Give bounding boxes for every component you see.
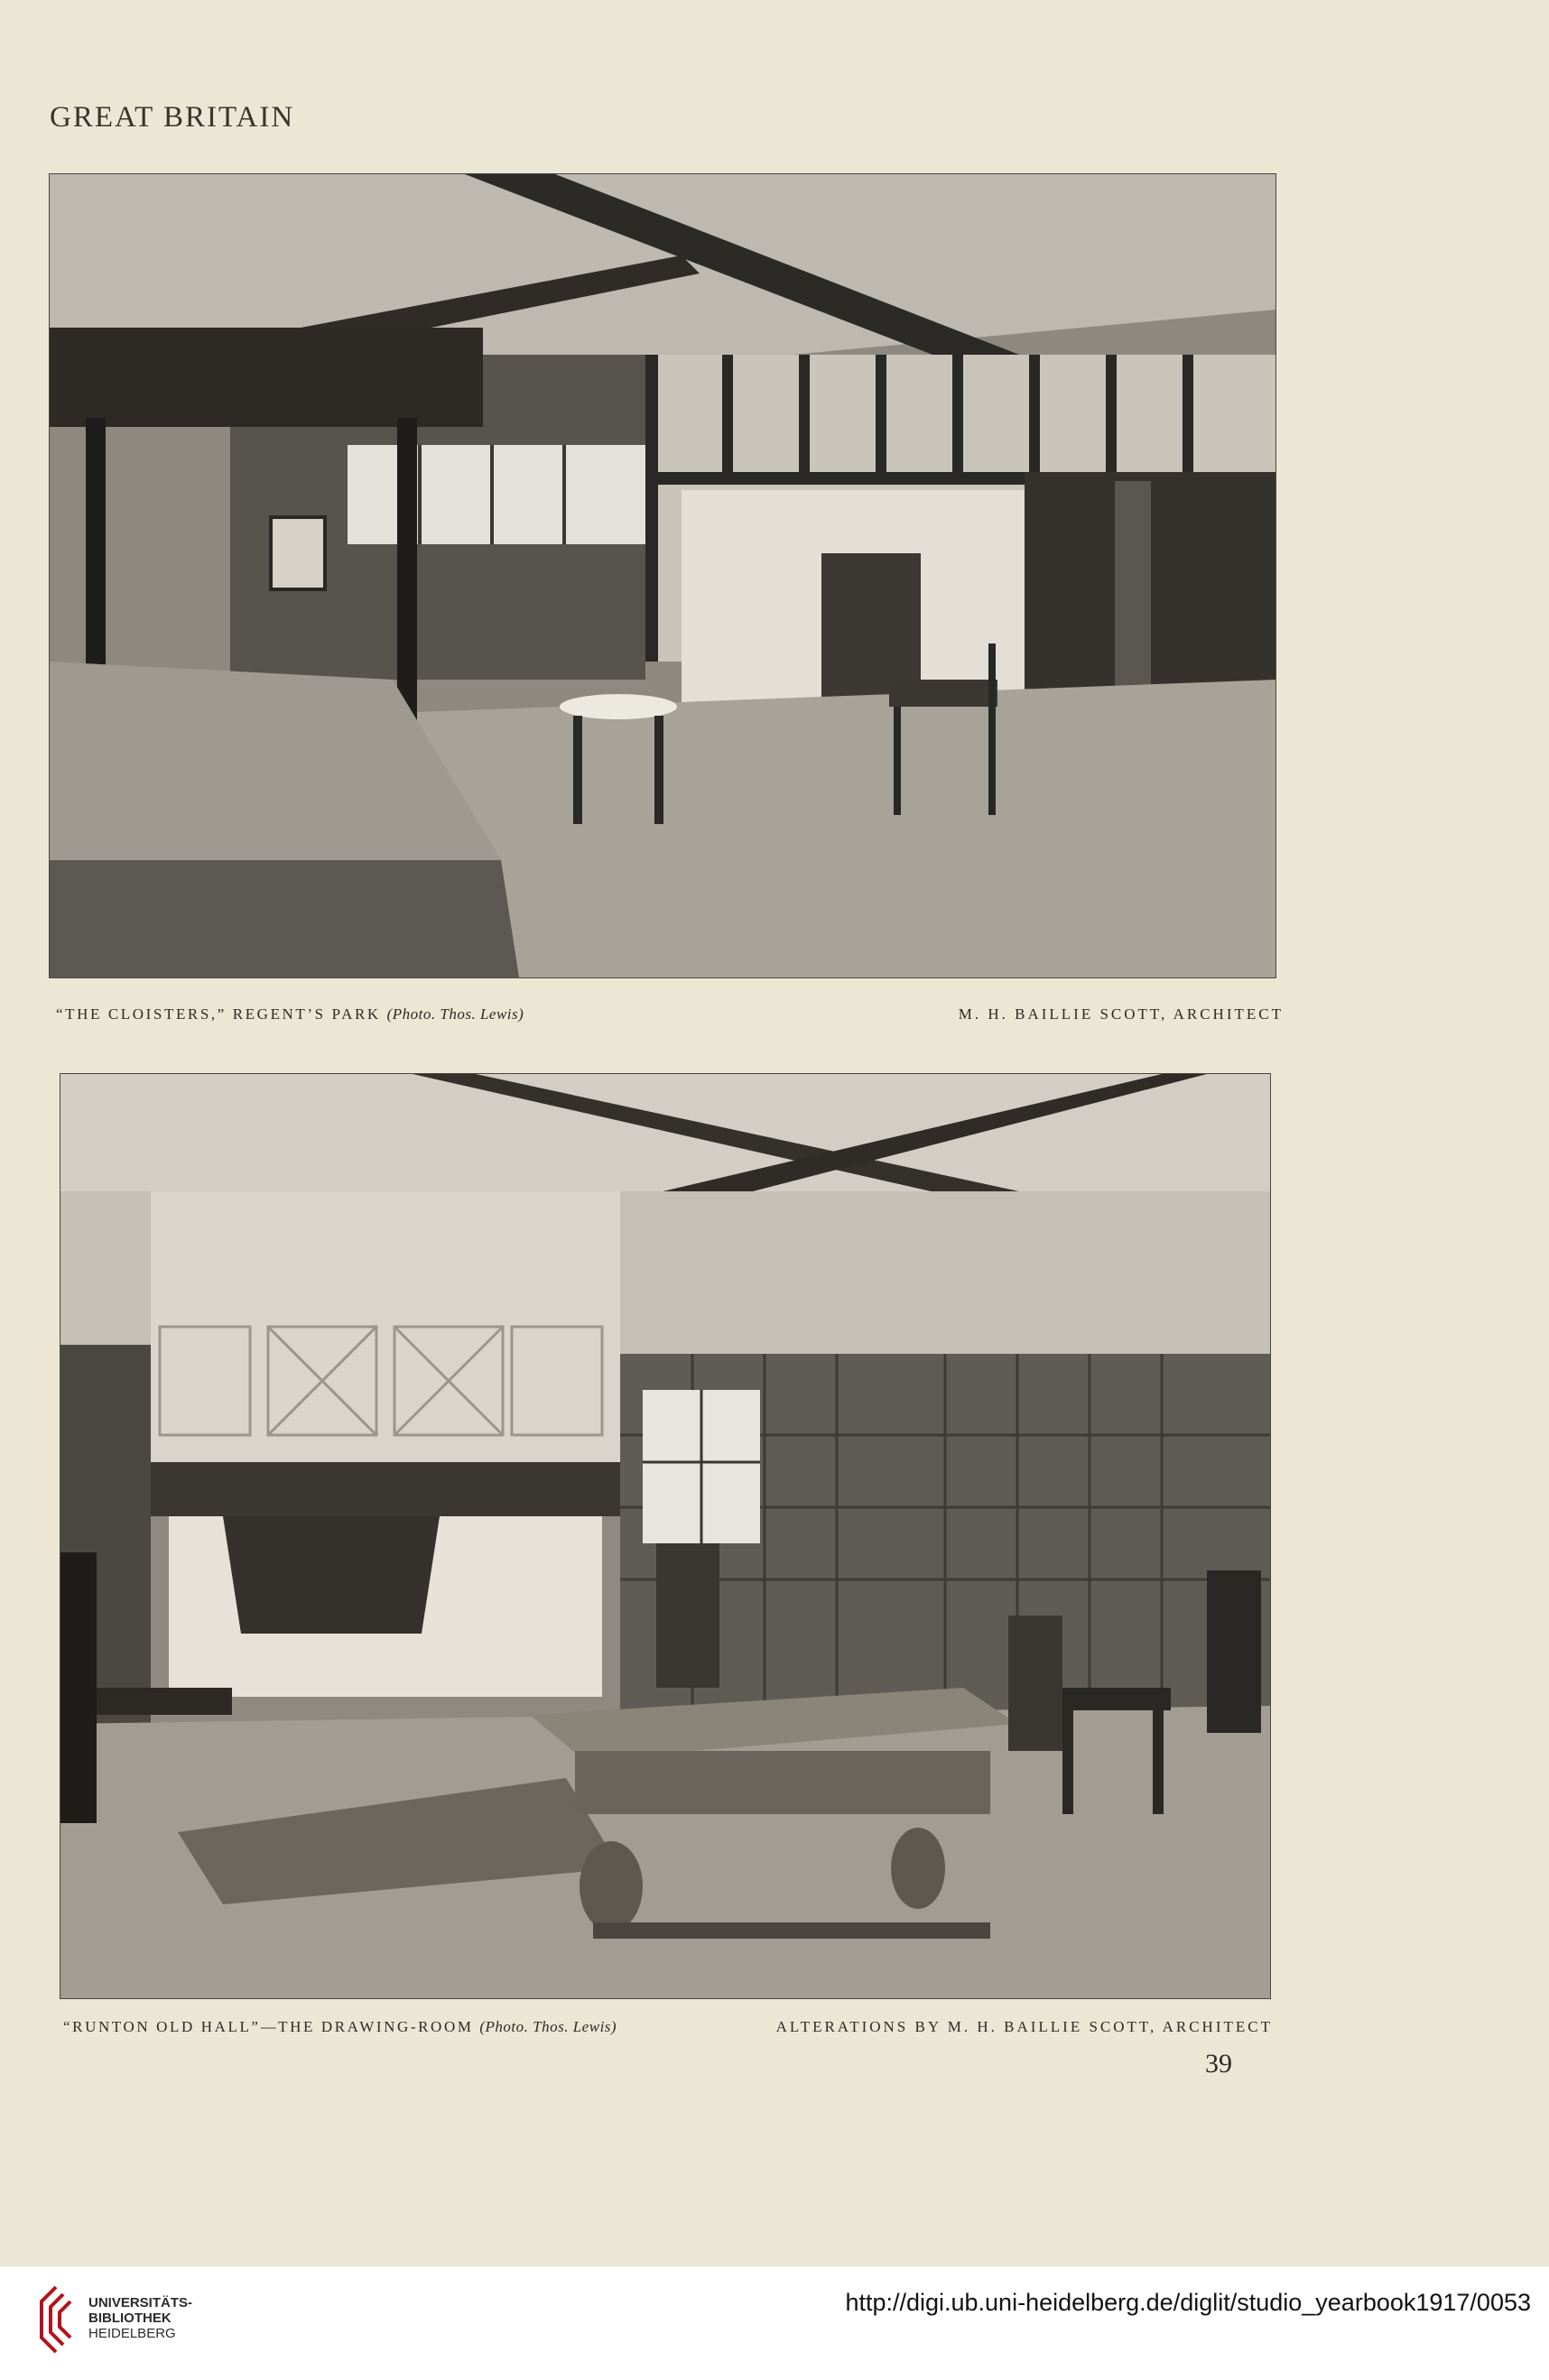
plate-1-caption-left [56, 1005, 524, 1023]
library-name-line2: BIBLIOTHEK [88, 2311, 172, 2326]
running-head: GREAT BRITAIN [50, 101, 295, 134]
plate-2-caption-architect: ALTERATIONS BY M. H. BAILLIE SCOTT, ARCHITECT [775, 2018, 1273, 2035]
plate-2-caption-left [63, 2018, 617, 2036]
page-number: 39 [1205, 2049, 1232, 2079]
library-name [88, 2295, 192, 2341]
plate-1-photo-credit: (Photo. Thos. Lewis) [386, 1005, 524, 1023]
plate-1-caption-architect: M. H. BAILLIE SCOTT, ARCHITECT [958, 1005, 1284, 1023]
library-footer [0, 2265, 1549, 2380]
plate-2-caption-title: “RUNTON OLD HALL”—THE DRAWING-ROOM [63, 2018, 474, 2035]
library-name-line1: UNIVERSITÄTS- [88, 2295, 193, 2311]
plate-2-photo-credit: (Photo. Thos. Lewis) [479, 2018, 617, 2035]
photo-plate-drawing-room [60, 1074, 1270, 1998]
photo-plate-bedroom [50, 174, 1275, 977]
university-library-logo-icon [36, 2283, 76, 2356]
plate-1-caption-title: “THE CLOISTERS,” REGENT’S PARK [56, 1005, 381, 1023]
source-url-link[interactable]: http://digi.ub.uni-heidelberg.de/diglit/studio_yearbook1917/0053 [845, 2289, 1531, 2316]
library-name-line3: HEIDELBERG [88, 2326, 176, 2341]
